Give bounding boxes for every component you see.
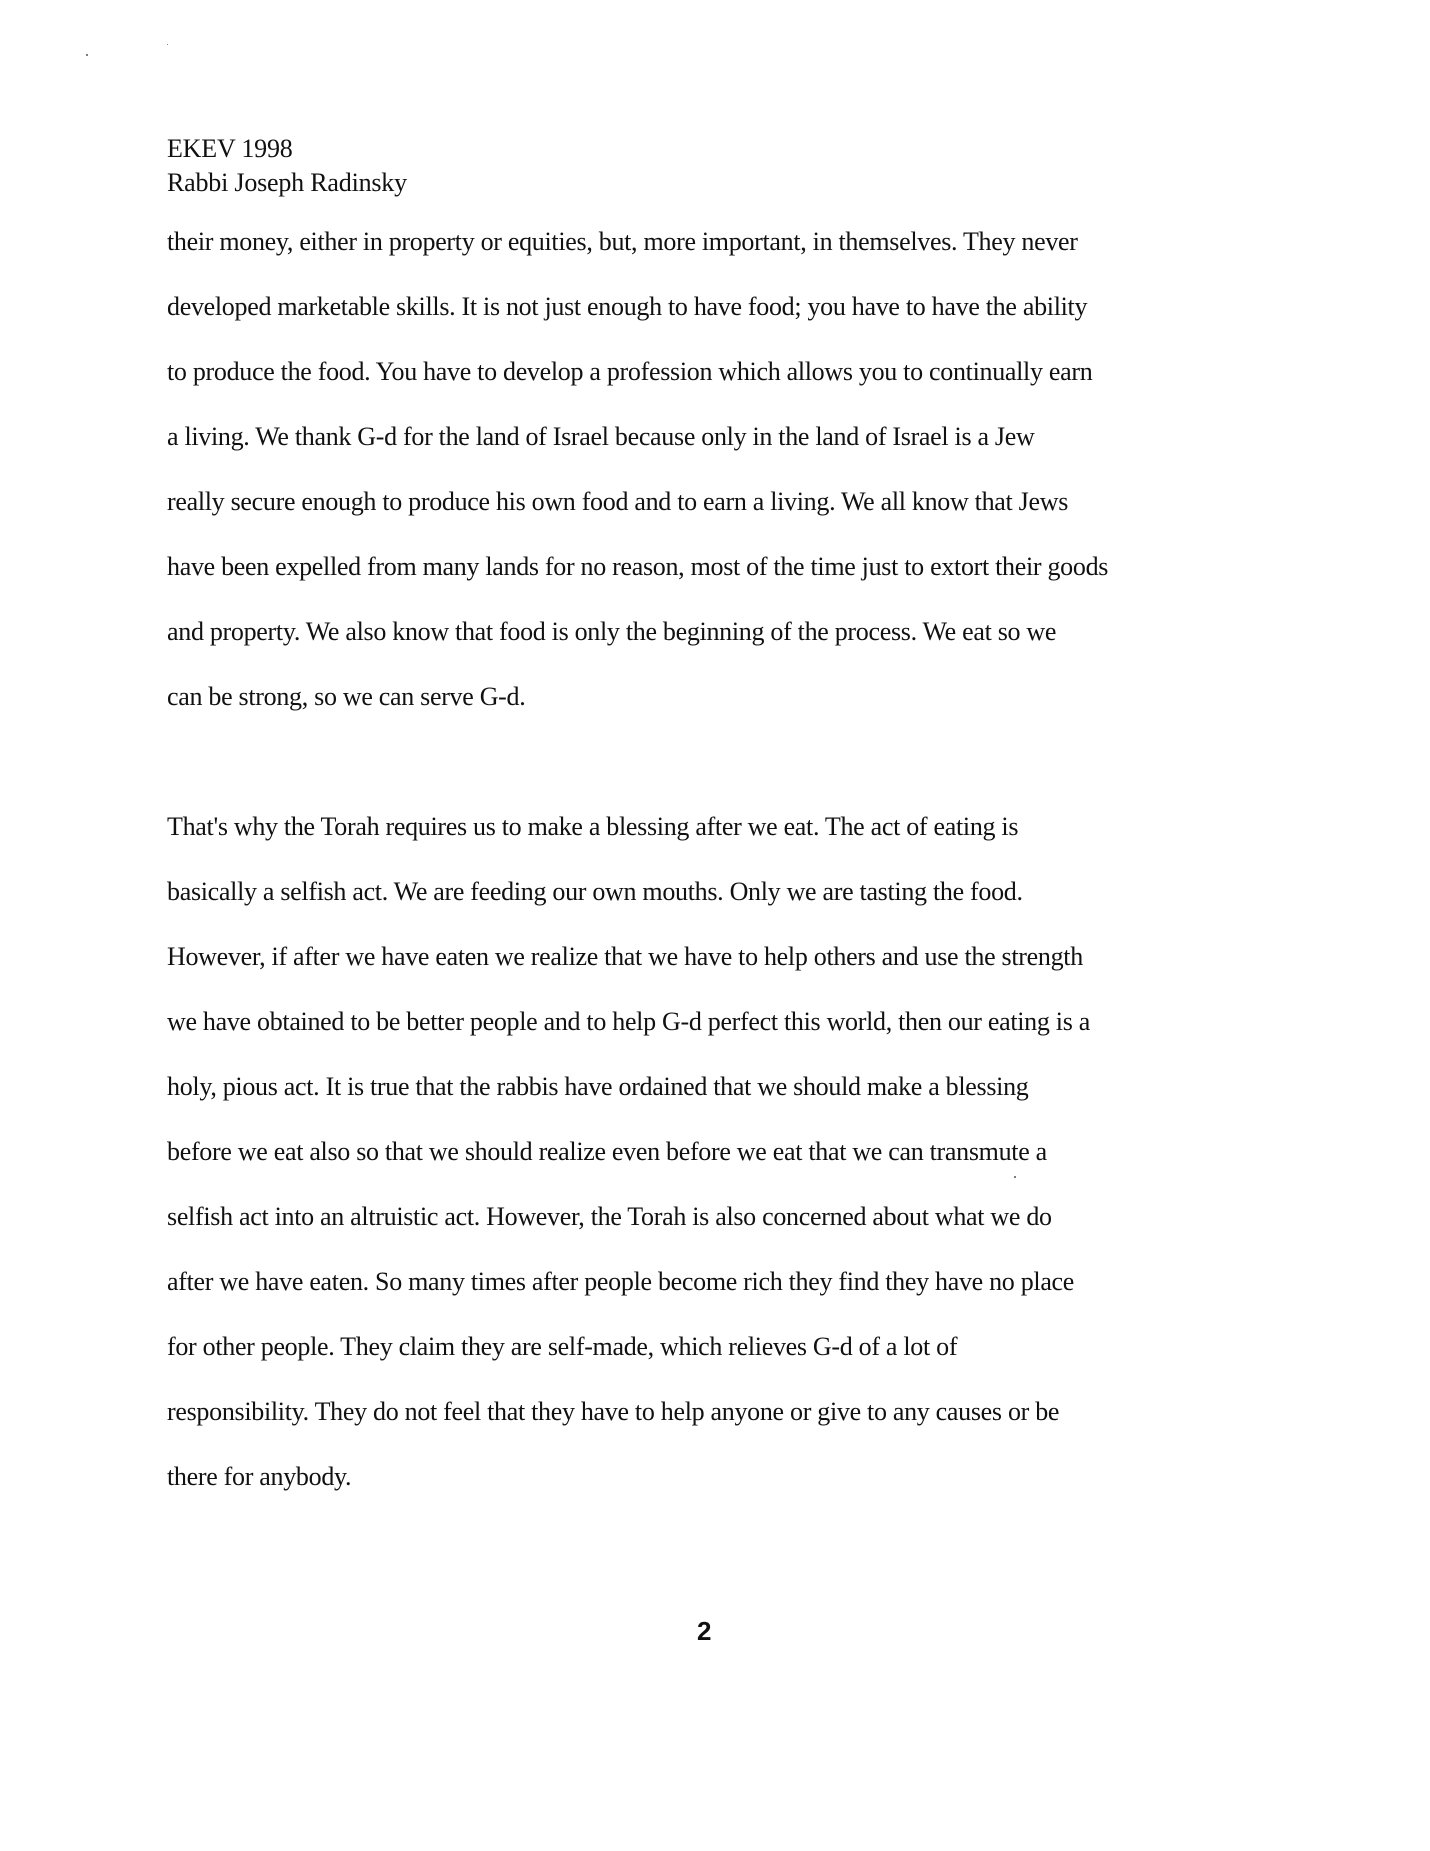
document-header bbox=[167, 132, 407, 200]
scan-speck bbox=[86, 54, 88, 56]
scan-speck bbox=[167, 44, 168, 45]
paragraph-2 bbox=[167, 812, 1277, 1527]
text-line: their money, either in property or equities, but, more important, in themselves. They never bbox=[167, 227, 1078, 256]
text-line: and property. We also know that food is only the beginning of the process. We eat so we bbox=[167, 617, 1057, 646]
document-author: Rabbi Joseph Radinsky bbox=[167, 168, 407, 197]
text-line: a living. We thank G-d for the land of Israel because only in the land of Israel is a Jew bbox=[167, 422, 1035, 451]
text-line: basically a selfish act. We are feeding our own mouths. Only we are tasting the food. bbox=[167, 877, 1023, 906]
text-line: responsibility. They do not feel that they have to help anyone or give to any causes or be bbox=[167, 1397, 1060, 1426]
text-line: we have obtained to be better people and to help G-d perfect this world, then our eating is a bbox=[167, 1007, 1090, 1036]
text-line: can be strong, so we can serve G-d. bbox=[167, 682, 526, 711]
paragraph-1 bbox=[167, 227, 1277, 747]
document-title: EKEV 1998 bbox=[167, 134, 293, 163]
page-number: 2 bbox=[697, 1616, 712, 1646]
text-line: holy, pious act. It is true that the rabbis have ordained that we should make a blessing bbox=[167, 1072, 1029, 1101]
text-line: selfish act into an altruistic act. However, the Torah is also concerned about what we do bbox=[167, 1202, 1052, 1231]
text-line: before we eat also so that we should realize even before we eat that we can transmute a bbox=[167, 1137, 1047, 1166]
text-line: really secure enough to produce his own food and to earn a living. We all know that Jews bbox=[167, 487, 1069, 516]
text-line: there for anybody. bbox=[167, 1462, 352, 1491]
text-line: to produce the food. You have to develop a profession which allows you to continually earn bbox=[167, 357, 1093, 386]
text-line: after we have eaten. So many times after people become rich they find they have no place bbox=[167, 1267, 1075, 1296]
text-line: for other people. They claim they are self-made, which relieves G-d of a lot of bbox=[167, 1332, 958, 1361]
text-line: developed marketable skills. It is not just enough to have food; you have to have the ability bbox=[167, 292, 1088, 321]
text-line: That's why the Torah requires us to make a blessing after we eat. The act of eating is bbox=[167, 812, 1019, 841]
text-line: However, if after we have eaten we realize that we have to help others and use the strength bbox=[167, 942, 1083, 971]
text-line: have been expelled from many lands for no reason, most of the time just to extort their goods bbox=[167, 552, 1109, 581]
